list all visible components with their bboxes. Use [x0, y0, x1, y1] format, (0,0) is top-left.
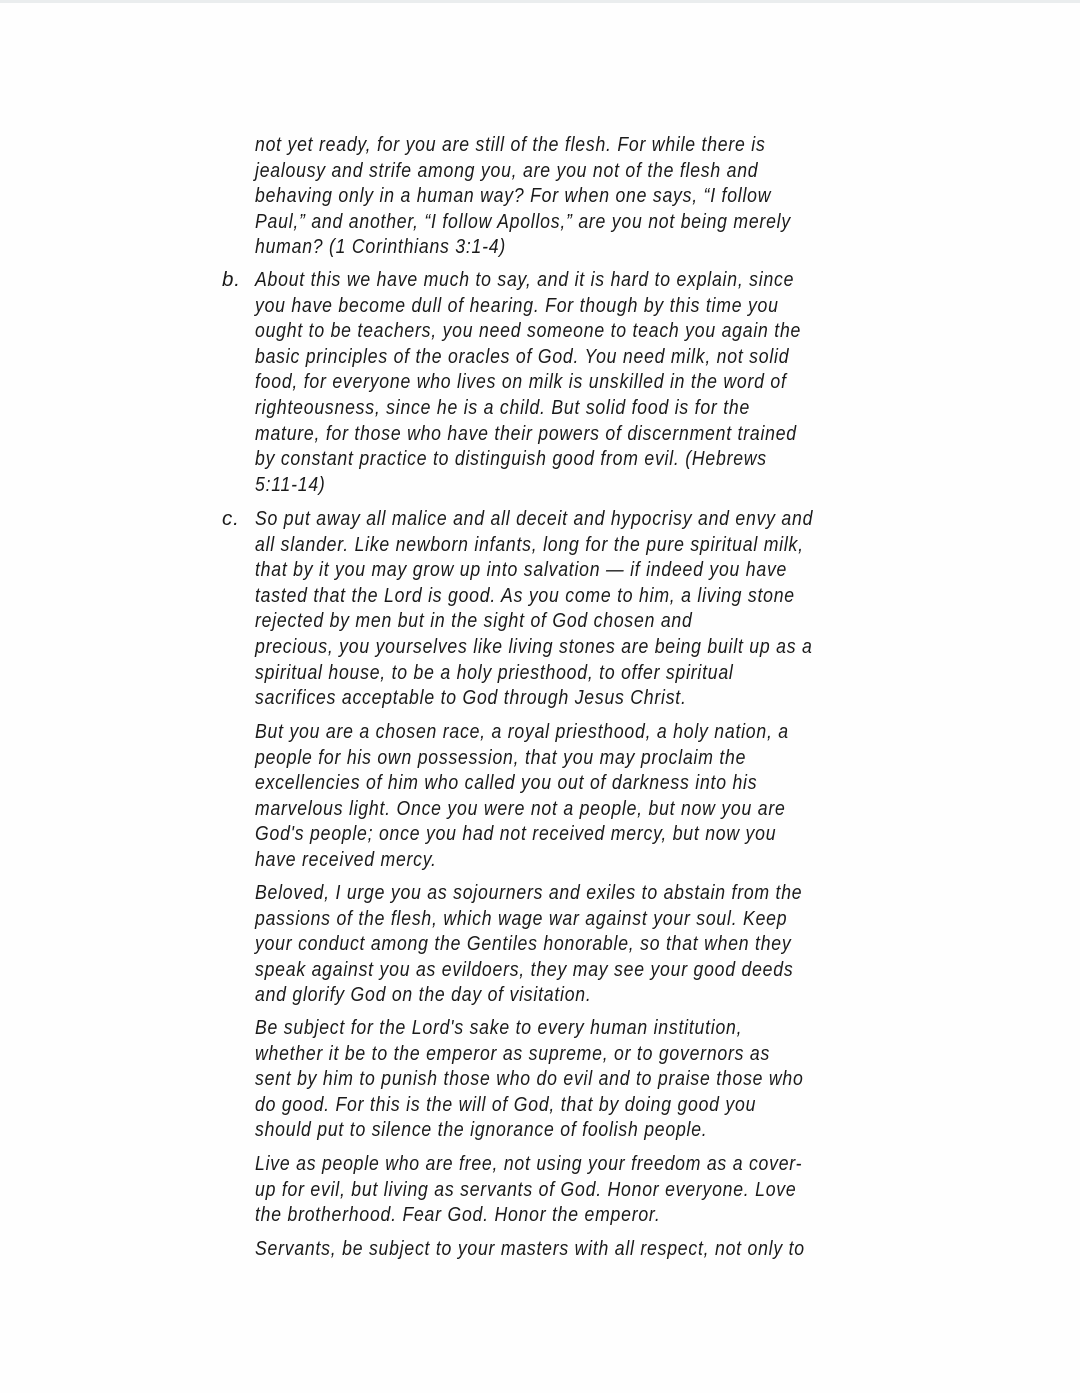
text-line: whether it be to the emperor as supreme, or to governors as: [255, 1041, 771, 1065]
text-line: Paul,” and another, “I follow Apollos,” are you not being merely: [255, 209, 791, 233]
text-line: righteousness, since he is a child. But solid food is for the: [255, 395, 751, 419]
text-line: and glorify God on the day of visitation.: [255, 983, 592, 1007]
text-line: Servants, be subject to your masters with all respect, not only to: [255, 1237, 805, 1260]
text-line: rejected by men but in the sight of God chosen and: [255, 609, 693, 633]
top-border: [0, 0, 1080, 3]
text-line: the brotherhood. Fear God. Honor the emperor.: [255, 1203, 661, 1227]
paragraph-be-subject: [255, 1015, 965, 1143]
paragraph-servants: [255, 1236, 965, 1262]
list-marker: b.: [222, 268, 241, 291]
text-line: should put to silence the ignorance of foolish people.: [255, 1118, 708, 1142]
text-line: human? (1 Corinthians 3:1-4): [255, 235, 506, 259]
paragraph-chosen-race: [255, 719, 965, 873]
text-line: do good. For this is the will of God, that by doing good you: [255, 1092, 757, 1116]
text-line: God's people; once you had not received mercy, but now you: [255, 822, 777, 846]
text-line: mature, for those who have their powers of discernment trained: [255, 421, 797, 445]
list-item-c: [222, 506, 965, 711]
text-line: But you are a chosen race, a royal priesthood, a holy nation, a: [255, 720, 789, 743]
text-line: behaving only in a human way? For when one says, “I follow: [255, 184, 772, 208]
text-line: passions of the flesh, which wage war against your soul. Keep: [255, 906, 788, 930]
text-line: all slander. Like newborn infants, long for the pure spiritual milk,: [255, 532, 804, 556]
paragraph-live-free: [255, 1151, 965, 1228]
text-line: speak against you as evildoers, they may see your good deeds: [255, 957, 794, 981]
text-line: not yet ready, for you are still of the flesh. For while there is: [255, 133, 766, 156]
text-line: your conduct among the Gentiles honorable, so that when they: [255, 932, 792, 956]
text-line: precious, you yourselves like living stones are being built up as a: [255, 634, 813, 658]
text-line: About this we have much to say, and it is hard to explain, since: [255, 268, 795, 291]
text-line: by constant practice to distinguish good from evil. (Hebrews: [255, 447, 767, 471]
paragraph-a-continuation: [255, 132, 965, 260]
text-line: sent by him to punish those who do evil and to praise those who: [255, 1067, 804, 1091]
text-line: jealousy and strife among you, are you not of the flesh and: [255, 158, 759, 182]
text-line: excellencies of him who called you out of darkness into his: [255, 771, 758, 795]
text-line: Be subject for the Lord's sake to every human institution,: [255, 1016, 743, 1039]
text-line: 5:11-14): [255, 472, 326, 496]
text-line: people for his own possession, that you may proclaim the: [255, 745, 747, 769]
text-line: Live as people who are free, not using your freedom as a cover-: [255, 1152, 803, 1175]
list-item-b: [222, 267, 965, 497]
text-line: sacrifices acceptable to God through Jesus Christ.: [255, 686, 687, 710]
text-line: marvelous light. Once you were not a people, but now you are: [255, 796, 786, 820]
list-marker: c.: [222, 507, 240, 530]
text-line: have received mercy.: [255, 847, 437, 871]
text-line: So put away all malice and all deceit and hypocrisy and envy and: [255, 507, 814, 530]
text-line: basic principles of the oracles of God. You need milk, not solid: [255, 344, 790, 368]
text-line: you have become dull of hearing. For though by this time you: [255, 293, 779, 317]
paragraph-beloved: [255, 880, 965, 1008]
text-line: that by it you may grow up into salvation — if indeed you have: [255, 558, 788, 582]
text-line: food, for everyone who lives on milk is unskilled in the word of: [255, 370, 787, 394]
text-line: spiritual house, to be a holy priesthood, to offer spiritual: [255, 660, 734, 684]
text-line: tasted that the Lord is good. As you come to him, a living stone: [255, 583, 795, 607]
text-line: up for evil, but living as servants of God. Honor everyone. Love: [255, 1177, 797, 1201]
text-line: Beloved, I urge you as sojourners and exiles to abstain from the: [255, 881, 803, 904]
text-line: ought to be teachers, you need someone to teach you again the: [255, 319, 802, 343]
